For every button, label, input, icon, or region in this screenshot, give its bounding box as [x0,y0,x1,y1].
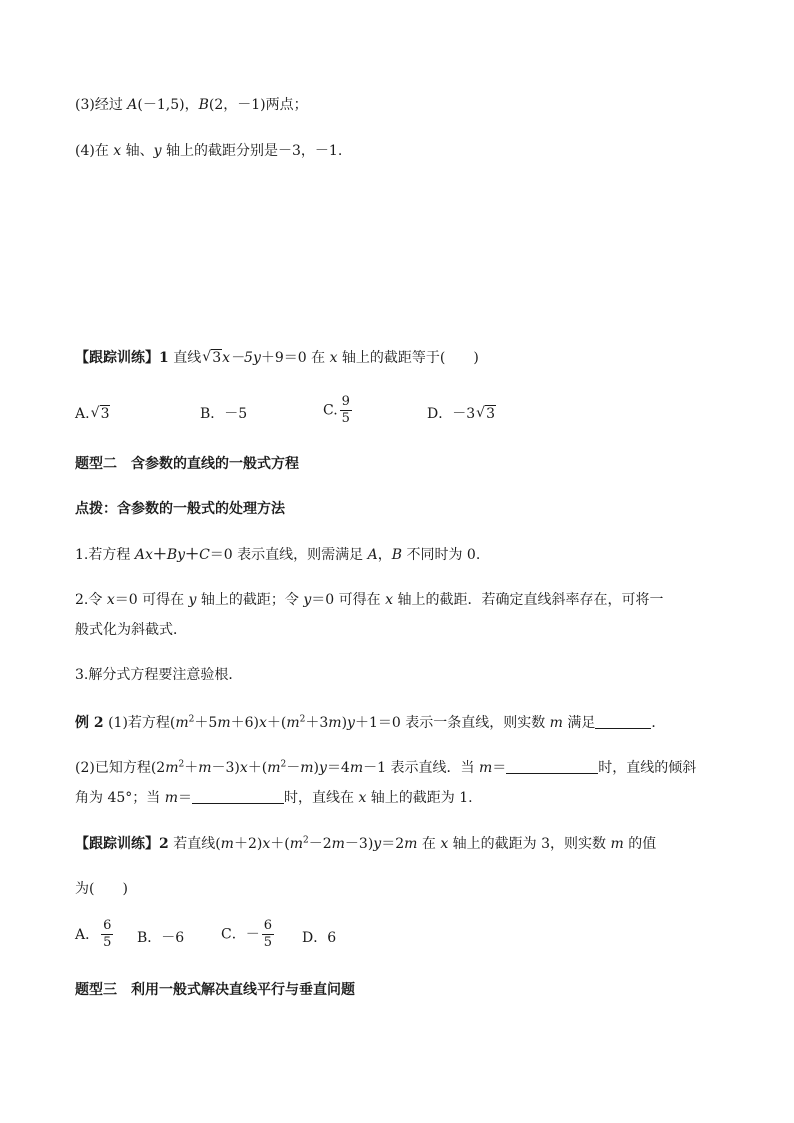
coef-a: A [367,547,378,563]
option-a[interactable] [75,404,110,424]
var-y: y [177,547,186,563]
example-text: ＋1＝0 表示一条直线，则实数 [354,715,550,731]
practice-text: 轴上的截距等于( ) [337,350,479,366]
example-text: ＝ [178,790,192,806]
q3-text: (3)经过 [75,97,128,113]
q4-text: 轴、 [121,143,154,159]
exponent: 2 [188,714,195,725]
var-y: y [153,143,162,159]
example-text: ＝4 [326,760,350,776]
coef-b: B [166,547,178,563]
tip-text: 1.若方程 [75,547,135,563]
coef-b: B [391,547,403,563]
option-label: C．－ [221,926,260,943]
coef-a: A [134,547,145,563]
option-d[interactable]: D．6 [302,930,337,946]
var-m: m [220,836,234,852]
practice-2-options [75,918,395,958]
practice-text: ＝2 [381,836,405,852]
practice-text: －3) [344,836,374,852]
practice-tag: 【跟踪训练】1 [75,350,169,366]
example-2-part-2 [75,758,696,778]
var-m: m [217,715,231,731]
tip-point-2 [75,590,663,610]
practice-text: 在 [417,836,441,852]
var-y: y [188,592,197,608]
var-m: m [175,715,189,731]
var-m: m [267,760,281,776]
tip-text: ＝0 可得在 [114,592,189,608]
var-m: m [289,836,303,852]
tip-text: 2.令 [75,592,107,608]
var-y: y [252,350,261,366]
practice-1-options [75,394,595,436]
var-m: m [198,760,212,776]
var-m: m [331,836,345,852]
sqrt [476,404,496,424]
var-x: x [440,836,449,852]
var-m: m [610,836,624,852]
option-c[interactable] [323,394,354,427]
example-text: －1 表示直线．当 [363,760,479,776]
var-m: m [286,715,300,731]
example-text: ) [341,715,348,731]
q4-text: (4)在 [75,143,114,159]
var-m: m [349,760,364,776]
example-text: ＋( [266,715,287,731]
fraction [262,918,274,951]
sqrt [202,348,222,368]
answer-blank[interactable] [595,713,651,729]
plus: ＋ [152,547,167,563]
example-text: －3) [211,760,240,776]
example-2-part-2-cont [75,788,473,808]
var-m: m [300,760,314,776]
var-y: y [319,760,327,776]
tip-text: ＝0 表示直线，则需满足 [209,547,368,563]
practice-text: －2 [308,836,332,852]
var-x: x [144,547,153,563]
example-text: ＝ [492,760,507,776]
numerator: 9 [341,394,350,409]
practice-text: ＋( [270,836,290,852]
fraction [340,394,352,427]
point-b-coord: (2，－1)两点； [208,97,308,113]
denominator: 5 [341,411,350,426]
q4-text: 轴上的截距分别是－3，－1. [161,143,343,159]
example-text: ) [313,760,320,776]
example-text: ＋6) [230,715,259,731]
example-text: － [286,760,301,776]
fraction [101,918,113,951]
option-d[interactable] [427,404,496,424]
practice-2-question [75,834,656,854]
example-text: 角为 45°；当 [75,790,165,806]
plus: ＋ [185,547,200,563]
example-text: 轴上的截距为 1. [366,790,473,806]
var-m: m [164,790,178,806]
tip-point-1 [75,545,480,565]
var-x: x [262,836,271,852]
exponent: 2 [178,759,185,770]
practice-text: 的值 [623,836,657,852]
tip-point-3: 3.解分式方程要注意验根． [75,667,243,683]
var-m: m [404,836,418,852]
practice-text: ＋2) [233,836,263,852]
tip-text: 轴上的截距．若确定直线斜率存在，可将一 [393,592,664,608]
option-label: A． [75,926,100,943]
section-3-title: 题型三 利用一般式解决直线平行与垂直问题 [75,982,355,998]
example-text: (2)已知方程(2 [75,760,166,776]
radicand: 3 [212,350,222,366]
practice-text: 直线 [168,350,202,366]
example-text: ＋ [184,760,199,776]
var-x: x [106,592,115,608]
expr: ＋9＝0 在 [260,350,330,366]
point-a: A [127,97,138,113]
practice-1-question [75,348,479,368]
example-text: 时，直线在 [284,790,359,806]
example-2-part-1 [75,713,665,733]
answer-blank[interactable] [506,758,598,774]
denominator: 5 [103,935,112,950]
example-text: 满足 [562,715,596,731]
practice-tag: 【跟踪训练】2 [75,836,169,852]
var-m: m [165,760,179,776]
point-a-coord: (－1,5)， [137,97,199,113]
var-m: m [328,715,342,731]
var-y: y [373,836,382,852]
option-label: C. [323,402,338,419]
var-x: x [239,760,248,776]
numerator: 6 [263,918,272,933]
example-text: ． [651,715,666,731]
tip-text: 轴上的截距；令 [196,592,304,608]
option-b[interactable]: B．－5 [200,406,248,422]
question-4 [75,141,342,161]
tip-title: 点拨：含参数的一般式的处理方法 [75,501,285,517]
practice-text: 若直线( [168,836,221,852]
option-label: A. [75,406,90,422]
example-text: ＋( [247,760,268,776]
practice-text: 轴上的截距为 3，则实数 [448,836,611,852]
radicand: 3 [486,406,496,422]
practice-2-question-cont: 为( ) [75,881,128,897]
option-c[interactable] [221,918,276,951]
option-b[interactable]: B．－6 [137,930,185,946]
example-text: (1)若方程( [103,715,176,731]
example-text: ＋3 [305,715,329,731]
section-2-title: 题型二 含参数的直线的一般式方程 [75,456,299,472]
var-x: x [385,592,393,608]
expr: x－5 [222,350,253,366]
option-a[interactable] [75,918,115,951]
option-label: D．－3 [427,406,476,422]
denominator: 5 [263,935,272,950]
tip-text: ＝0 可得在 [311,592,386,608]
var-y: y [303,592,312,608]
tip-point-2-cont: 般式化为斜截式． [75,622,187,638]
tip-text: ， [377,547,392,563]
question-3 [75,95,308,115]
var-m: m [478,760,493,776]
example-text: ＋5 [194,715,218,731]
exponent: 2 [302,835,309,846]
exponent: 2 [299,714,306,725]
var-m: m [549,715,563,731]
coef-c: C [199,547,210,563]
var-y: y [347,715,355,731]
exponent: 2 [280,759,287,770]
var-x: x [113,143,122,159]
var-x: x [258,715,267,731]
example-text: 时，直线的倾斜 [598,760,697,776]
var-x: x [329,350,338,366]
numerator: 6 [103,918,112,933]
sqrt [91,404,111,424]
var-x: x [358,790,367,806]
example-tag: 例 2 [75,715,104,731]
answer-blank[interactable] [192,788,284,804]
tip-text: 不同时为 0. [402,547,481,563]
radicand: 3 [100,406,110,422]
point-b: B [198,97,209,113]
